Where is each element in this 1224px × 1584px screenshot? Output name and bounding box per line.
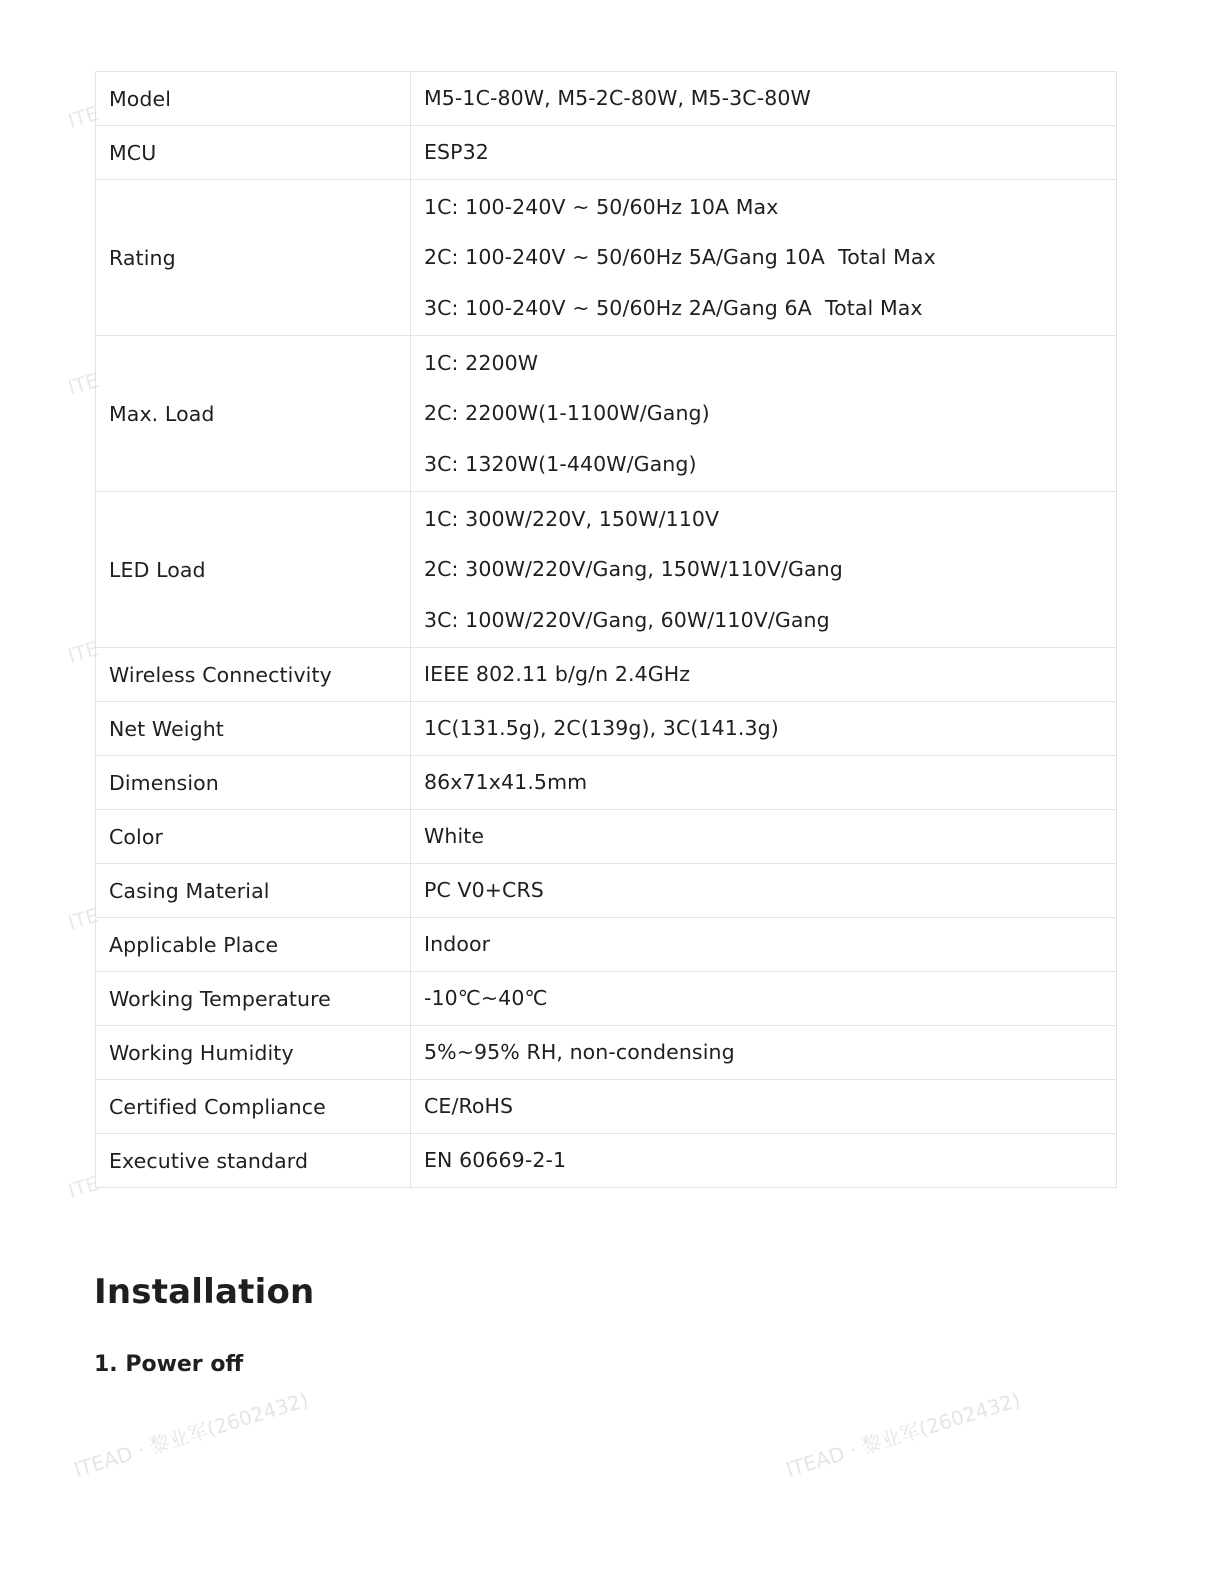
spec-value	[411, 648, 1117, 702]
spec-row	[96, 864, 1117, 918]
spec-value	[411, 972, 1117, 1026]
spec-value-line: 1C: 300W/220V, 150W/110V	[424, 506, 720, 531]
watermark-edge-3: ITE	[65, 636, 102, 668]
spec-row	[96, 492, 1117, 648]
spec-value	[411, 1026, 1117, 1080]
spec-label: Rating	[96, 180, 411, 336]
watermark-edge-5: ITE	[65, 1171, 102, 1203]
spec-value-line: -10℃~40℃	[424, 986, 548, 1011]
spec-value-line: 1C: 100-240V ~ 50/60Hz 10A Max	[424, 194, 779, 219]
watermark-edge-1: ITE	[65, 101, 102, 133]
spec-row	[96, 336, 1117, 492]
spec-row	[96, 648, 1117, 702]
spec-value-line: 2C: 2200W(1-1100W/Gang)	[424, 401, 710, 426]
spec-value	[411, 918, 1117, 972]
spec-value	[411, 1134, 1117, 1188]
spec-value	[411, 336, 1117, 492]
spec-label: Color	[96, 810, 411, 864]
spec-row	[96, 918, 1117, 972]
spec-value	[411, 492, 1117, 648]
spec-row	[96, 126, 1117, 180]
spec-table-body	[96, 72, 1117, 1188]
spec-row	[96, 1080, 1117, 1134]
spec-value-line: ESP32	[424, 140, 489, 165]
watermark-right: ITEAD · 黎业军(2602432)	[783, 1387, 1024, 1482]
spec-value-line: CE/RoHS	[424, 1094, 514, 1119]
spec-row	[96, 810, 1117, 864]
spec-value-line: PC V0+CRS	[424, 878, 544, 903]
spec-value-line: M5-1C-80W, M5-2C-80W, M5-3C-80W	[424, 86, 811, 111]
watermark-edge-2: ITE	[65, 368, 102, 400]
spec-row	[96, 756, 1117, 810]
spec-value-line: 3C: 100-240V ~ 50/60Hz 2A/Gang 6A Total Max	[424, 295, 923, 320]
watermark-left: ITEAD · 黎业军(2602432)	[71, 1387, 312, 1482]
spec-label: Certified Compliance	[96, 1080, 411, 1134]
spec-row	[96, 72, 1117, 126]
spec-row	[96, 972, 1117, 1026]
spec-label: Model	[96, 72, 411, 126]
spec-row	[96, 180, 1117, 336]
spec-value-line: EN 60669-2-1	[424, 1148, 567, 1173]
spec-value-line: 5%~95% RH, non-condensing	[424, 1040, 735, 1065]
step-power-off: 1. Power off	[94, 1352, 244, 1377]
spec-value-line: 3C: 100W/220V/Gang, 60W/110V/Gang	[424, 607, 830, 632]
spec-value-line: IEEE 802.11 b/g/n 2.4GHz	[424, 662, 691, 687]
spec-label: Working Humidity	[96, 1026, 411, 1080]
spec-value-line: White	[424, 824, 485, 849]
spec-value	[411, 1080, 1117, 1134]
spec-value-line: 1C: 2200W	[424, 350, 539, 375]
spec-label: Dimension	[96, 756, 411, 810]
spec-label: MCU	[96, 126, 411, 180]
spec-value	[411, 126, 1117, 180]
spec-label: Wireless Connectivity	[96, 648, 411, 702]
spec-value-line: 1C(131.5g), 2C(139g), 3C(141.3g)	[424, 716, 779, 741]
spec-label: Max. Load	[96, 336, 411, 492]
spec-value	[411, 72, 1117, 126]
spec-value	[411, 180, 1117, 336]
spec-label: Applicable Place	[96, 918, 411, 972]
spec-value	[411, 702, 1117, 756]
spec-table	[95, 71, 1117, 1188]
spec-value	[411, 756, 1117, 810]
spec-label: LED Load	[96, 492, 411, 648]
spec-value	[411, 864, 1117, 918]
spec-value	[411, 810, 1117, 864]
spec-value-line: 2C: 100-240V ~ 50/60Hz 5A/Gang 10A Total Max	[424, 245, 936, 270]
spec-label: Working Temperature	[96, 972, 411, 1026]
spec-row	[96, 1026, 1117, 1080]
watermark-edge-4: ITE	[65, 903, 102, 935]
spec-label: Executive standard	[96, 1134, 411, 1188]
spec-value-line: 3C: 1320W(1-440W/Gang)	[424, 451, 697, 476]
spec-label: Casing Material	[96, 864, 411, 918]
spec-label: Net Weight	[96, 702, 411, 756]
spec-value-line: 86x71x41.5mm	[424, 770, 588, 795]
spec-value-line: 2C: 300W/220V/Gang, 150W/110V/Gang	[424, 557, 843, 582]
spec-row	[96, 702, 1117, 756]
spec-row	[96, 1134, 1117, 1188]
installation-heading: Installation	[94, 1272, 315, 1312]
spec-value-line: Indoor	[424, 932, 491, 957]
